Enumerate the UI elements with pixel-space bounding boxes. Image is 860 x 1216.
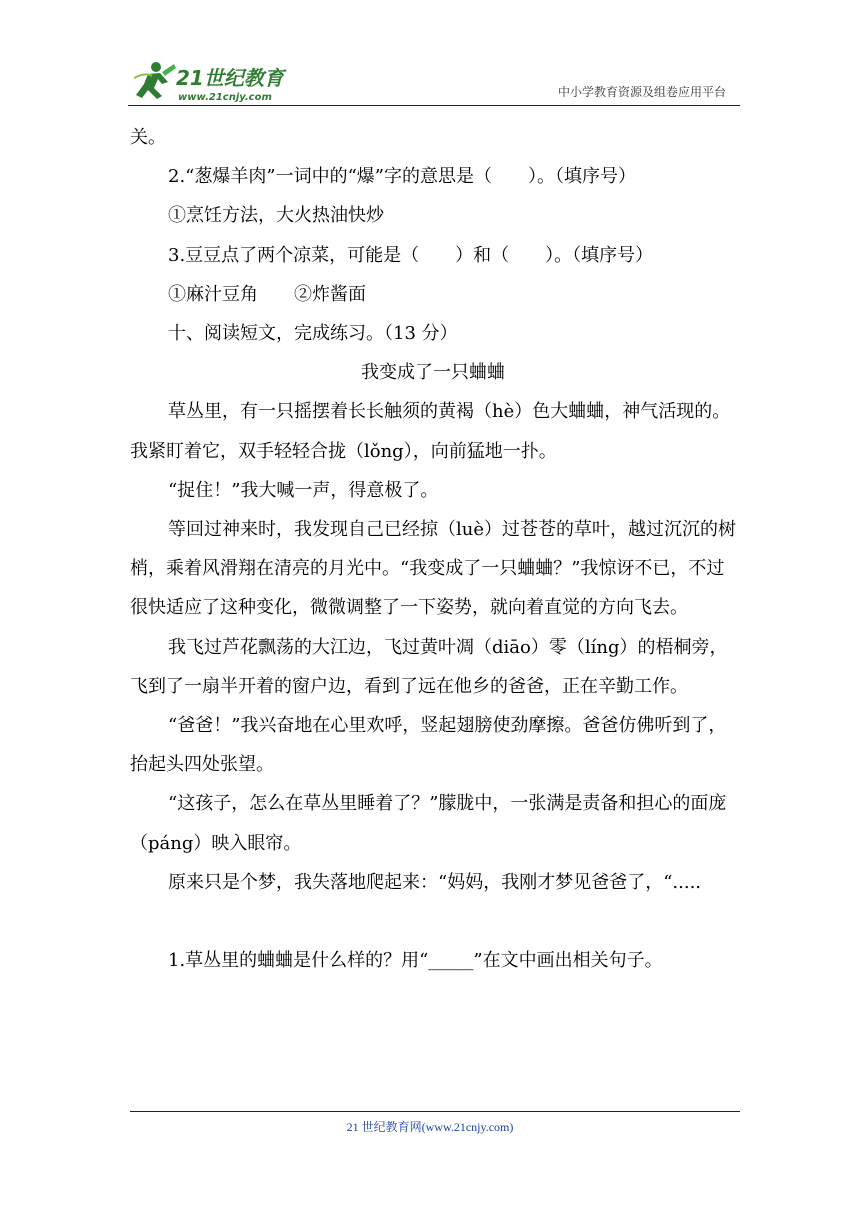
passage-paragraph: “这孩子，怎么在草丛里睡着了？”朦胧中，一张满是责备和担心的面庞（páng）映入眼帘。 [130,793,727,854]
options-line: ①麻汁豆角 ②炸酱面 [168,283,366,305]
section-ten-heading: 十、阅读短文，完成练习。（13 分） [168,323,458,345]
footer-text: 21 世纪教育网(www.21cnjy.com) [346,1120,514,1134]
document-body [130,118,736,980]
footer-divider [130,1111,740,1112]
logo-21cnjy [128,58,298,104]
header-platform-text: 中小学教育资源及组卷应用平台 [557,85,726,99]
passage-paragraph: 草丛里，有一只摇摆着长长触须的黄褐（hè）色大蛐蛐，神气活现的。我紧盯着它，双手轻轻合拢（lǒng），向前猛地一扑。 [130,401,731,462]
question-1: 1.草丛里的蛐蛐是什么样的？用“_____”在文中画出相关句子。 [168,950,663,972]
spacer [130,902,736,941]
passage-title: 我变成了一只蛐蛐 [361,362,505,384]
passage-paragraph: “捉住！”我大喊一声，得意极了。 [168,479,439,501]
logo-url: www.21cnjy.com [178,92,272,103]
passage-paragraph: 原来只是个梦，我失落地爬起来：“妈妈，我刚才梦见爸爸了，“..... [168,871,702,893]
page-header [128,58,740,106]
text-line: 关。 [130,127,166,148]
passage-paragraph: 我飞过芦花飘荡的大江边，飞过黄叶凋（diāo）零（líng）的梧桐旁，飞到了一扇半开着的窗户边，看到了远在他乡的爸爸，正在辛勤工作。 [130,636,728,697]
passage-paragraph: “爸爸！”我兴奋地在心里欢呼，竖起翅膀使劲摩擦。爸爸仿佛听到了，抬起头四处张望。 [130,715,727,776]
question-2: 2.“葱爆羊肉”一词中的“爆”字的意思是（ ）。（填序号） [168,166,636,188]
option-1: ①烹饪方法，大火热油快炒 [168,205,384,227]
header-divider [128,105,740,106]
question-3: 3.豆豆点了两个凉菜，可能是（ ）和（ ）。（填序号） [168,244,654,266]
logo-text: 21世纪教育 [176,66,284,90]
passage-paragraph: 等回过神来时，我发现自己已经掠（luè）过苍苍的草叶，越过沉沉的树梢，乘着风滑翔在清亮的月光中。“我变成了一只蛐蛐？”我惊讶不已，不过很快适应了这种变化，微微调整了一下姿势，就向着直觉的方向飞去。 [130,519,736,619]
